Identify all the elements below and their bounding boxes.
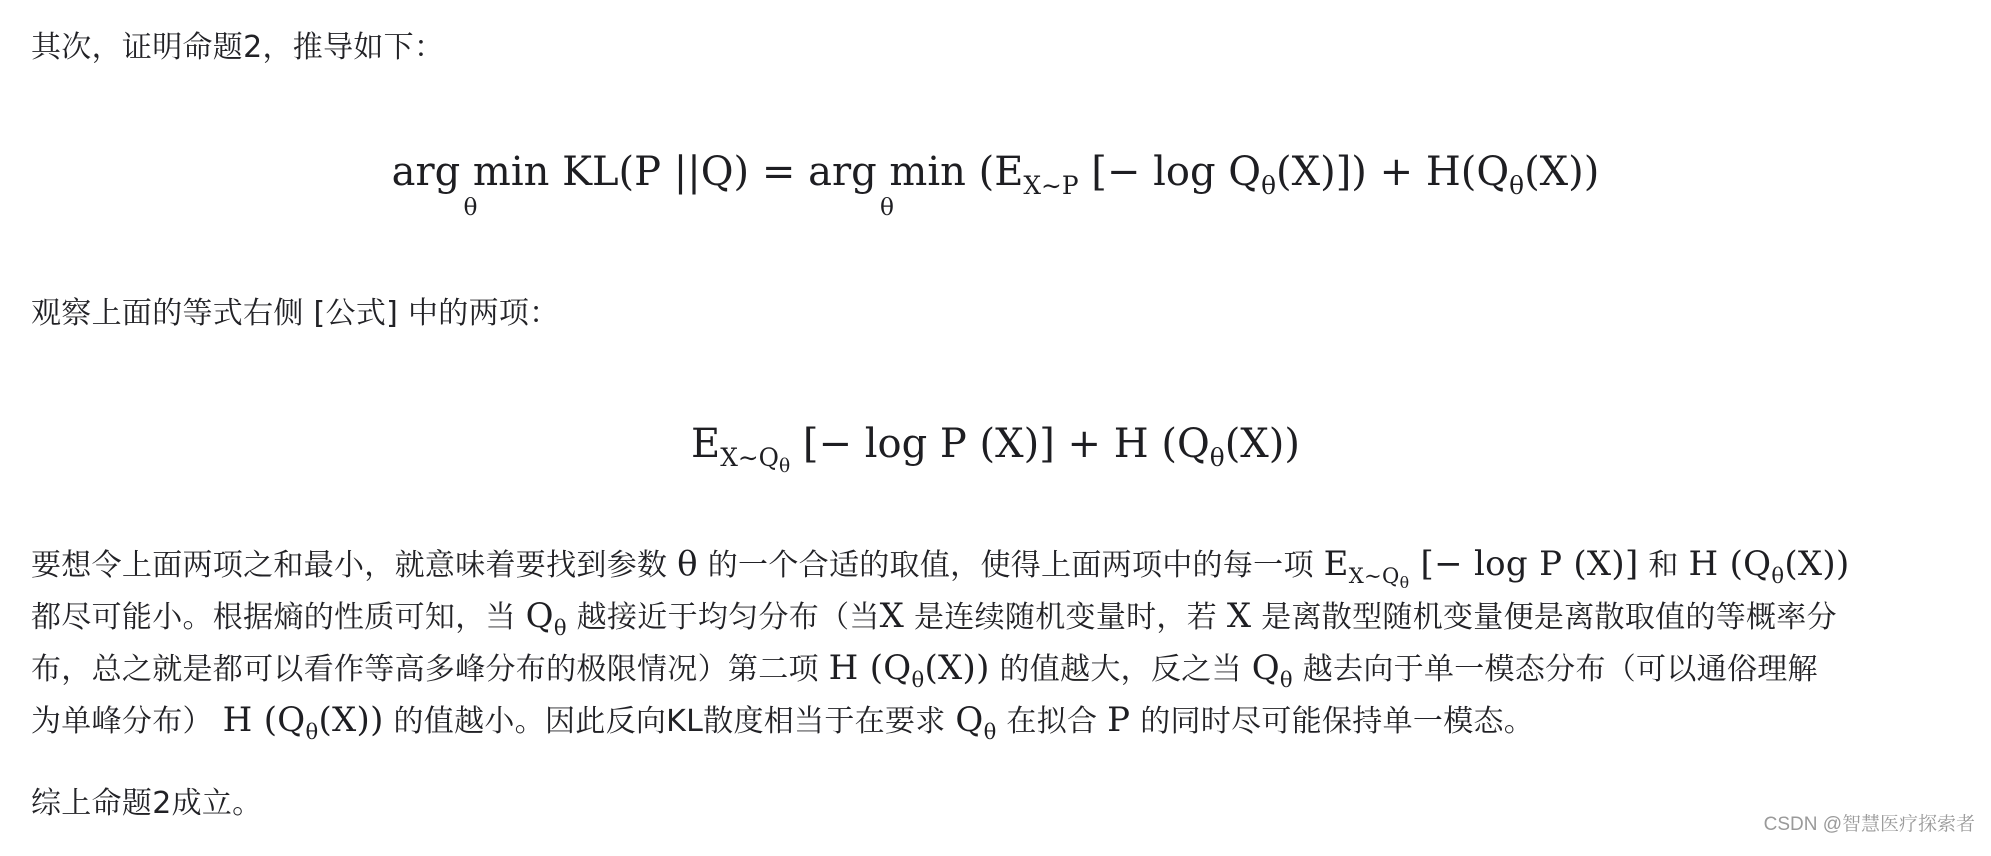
argmin-operator: arg min θ (391, 149, 550, 221)
equation-two-terms: $E_{X\sim Q_\theta}$ [− log P (X)] + H $(Q_\theta(X))$ (691, 421, 1300, 477)
conclusion-text: 综上命题2成立。 (31, 786, 263, 821)
observe-text: 观察上面的等式右侧 [公式] 中的两项： (31, 296, 560, 331)
equation-kl-argmin (0, 142, 1991, 221)
explanation-line-3: 布，总之就是都可以看作等高多峰分布的极限情况）第二项 H $(Q_\theta(X))$ 的值越大，反之当 $Q_\theta$ 越去向于单一模态分布（可以通俗理解 (31, 648, 1818, 692)
csdn-watermark: CSDN @智慧医疗探索者 (1763, 814, 1975, 835)
expectation-term: ($E_{X\sim P}$ [− $\log Q_\theta(X)]) + H(Q_\theta(X))$ (978, 149, 1600, 201)
intro-text: 其次，证明命题2，推导如下： (31, 30, 445, 65)
explanation-line-4: 为单峰分布） H $(Q_\theta(X))$ 的值越小。因此反向KL散度相当于在要求 $Q_\theta$ 在拟合 P 的同时尽可能保持单一模态。 (31, 700, 1535, 744)
explanation-line-2: 都尽可能小。根据熵的性质可知，当 $Q_\theta$ 越接近于均匀分布（当X 是连续随机变量时，若 X 是离散型随机变量便是离散取值的等概率分 (31, 596, 1837, 640)
explanation-line-1: 要想令上面两项之和最小，就意味着要找到参数 θ 的一个合适的取值，使得上面两项中的每一项 $E_{X\sim Q_\theta}$ [− log P (X)] 和 H $(Q_\theta(X))$ (31, 544, 1850, 592)
kl-term: KL(P ||Q) = (562, 149, 809, 195)
argmin-operator-rhs: arg min θ (808, 149, 966, 221)
